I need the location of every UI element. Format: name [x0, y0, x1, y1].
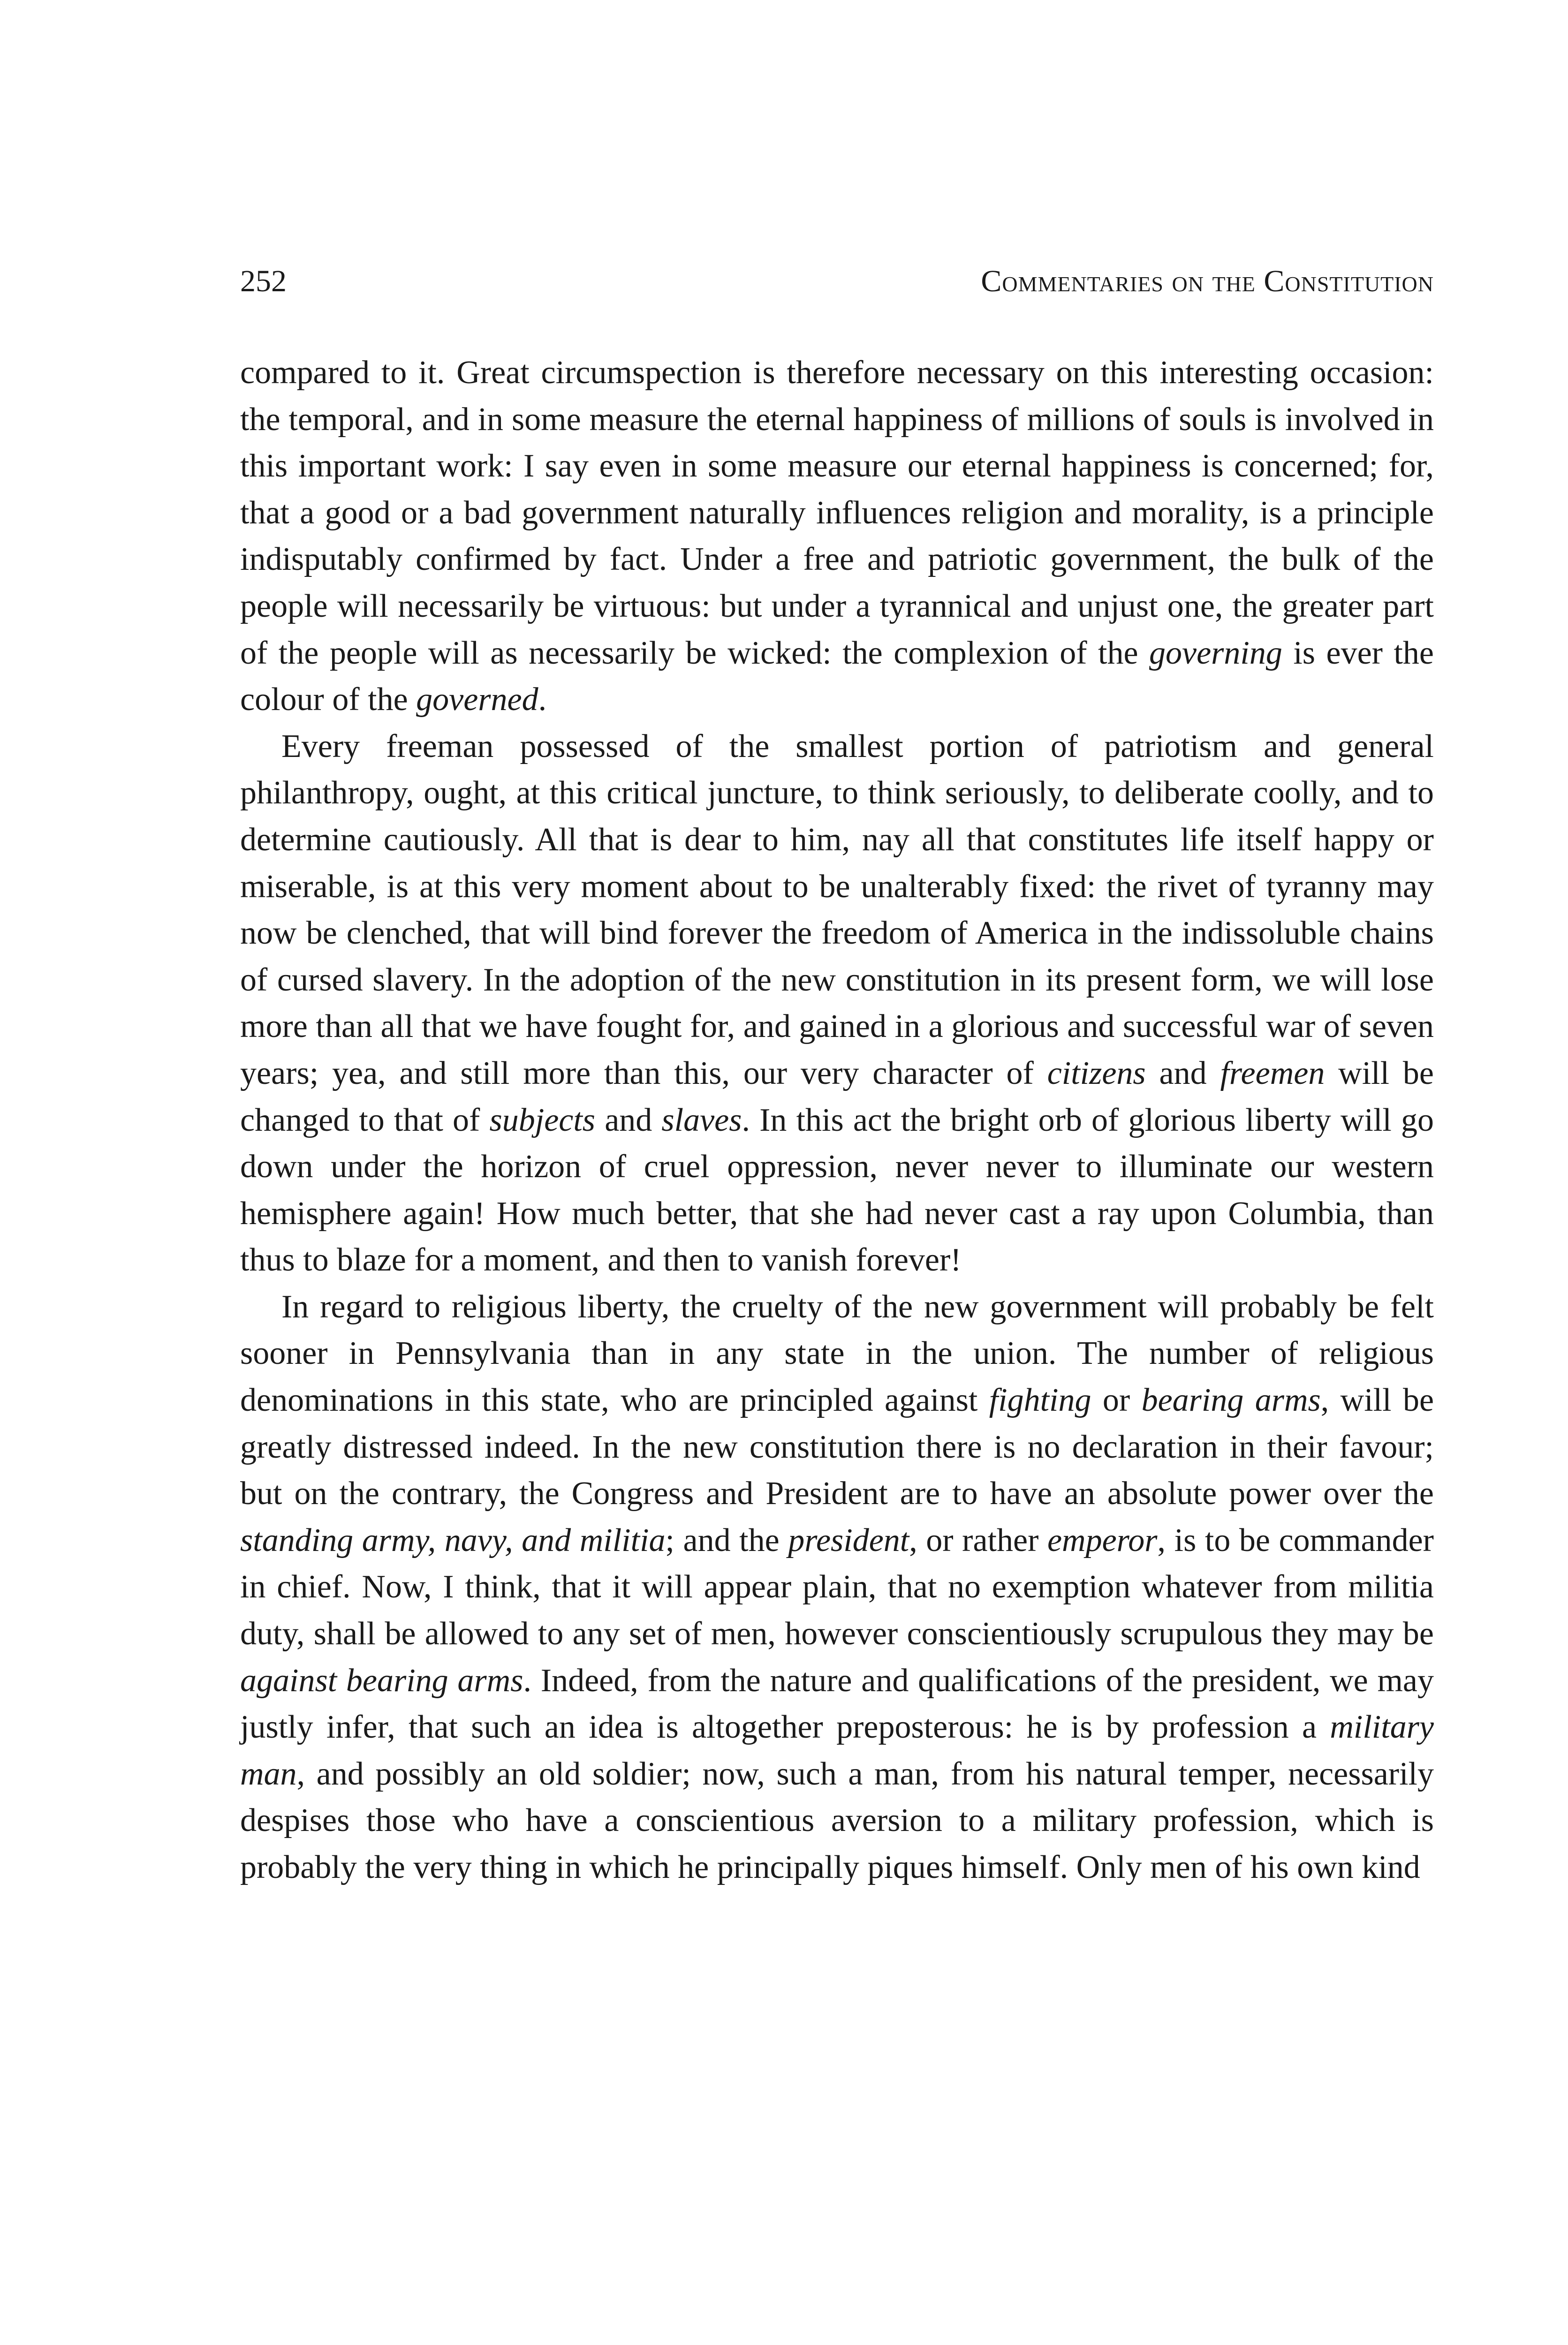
text-run: . [538, 681, 547, 718]
paragraph-3 [240, 1284, 1434, 1891]
text-run: In regard to religious liberty, the cruelty of the new government will probably be felt sooner in Pennsylvania than in any state in the union. The number of religious denominations in this state, who are principled against [240, 1288, 1434, 1419]
page-number: 252 [240, 264, 287, 298]
italic-text-run: fighting [989, 1382, 1091, 1419]
italic-text-run: military man [240, 1709, 1434, 1792]
italic-text-run: slaves [661, 1102, 742, 1138]
italic-text-run: citizens [1047, 1055, 1146, 1091]
text-run: , or rather [909, 1522, 1047, 1558]
text-run: and [1145, 1055, 1220, 1091]
italic-text-run: standing army, navy, and militia [240, 1522, 666, 1558]
text-run: is ever the colour of the [240, 635, 1434, 718]
italic-text-run: governed [416, 681, 538, 718]
text-run: . In this act the bright orb of glorious liberty will go down under the horizon of cruel oppression, never never to illuminate our western hemisphere again! How much better, that she had never cast a ray upon Columbia, than thus to blaze for a moment, and then to vanish forever! [240, 1102, 1434, 1278]
text-run: will be changed to that of [240, 1055, 1434, 1138]
text-run: , will be greatly distressed indeed. In the new constitution there is no declaration in their favour; but on the contrary, the Congress and President are to have an absolute power over the [240, 1382, 1434, 1512]
italic-text-run: freemen [1220, 1055, 1325, 1091]
paragraph-2 [240, 723, 1434, 1284]
italic-text-run: subjects [489, 1102, 596, 1138]
text-run: compared to it. Great circumspection is therefore necessary on this interesting occasion: the temporal, and in some measure the eternal happiness of millions of souls is involved in this important work: I say even in some measure our eternal happiness is concerned; for, that a good or a bad government naturally influences religion and morality, is a principle indisputably confirmed by fact. Under a free and patriotic government, the bulk of the people will necessarily be virtuous: but under a tyrannical and unjust one, the greater part of the people will as necessarily be wicked: the complexion of the [240, 355, 1434, 671]
paragraph-1 [240, 349, 1434, 723]
body-text [240, 349, 1434, 1891]
italic-text-run: governing [1149, 635, 1282, 671]
text-run: . Indeed, from the nature and qualifications of the president, we may justly infer, that such an idea is altogether preposterous: he is by profession a [240, 1662, 1434, 1746]
text-run: Every freeman possessed of the smallest portion of patriotism and general philanthropy, ought, at this critical juncture, to think seriously, to deliberate coolly, and to determine cautiously. All that is dear to him, nay all that constitutes life itself happy or miserable, is at this very moment about to be unalterably fixed: the rivet of tyranny may now be clenched, that will bind forever the freedom of America in the indissoluble chains of cursed slavery. In the adoption of the new constitution in its present form, we will lose more than all that we have fought for, and gained in a glorious and successful war of seven years; yea, and still more than this, our very character of [240, 728, 1434, 1091]
italic-text-run: against bearing arms [240, 1662, 523, 1699]
text-run: , is to be commander in chief. Now, I think, that it will appear plain, that no exemption whatever from militia duty, shall be allowed to any set of men, however conscientiously scrupulous they may be [240, 1522, 1434, 1652]
text-run: ; and the [665, 1522, 788, 1558]
italic-text-run: president [788, 1522, 909, 1558]
running-title: Commentaries on the Constitution [981, 264, 1434, 298]
text-run: or [1091, 1382, 1142, 1419]
italic-text-run: bearing arms [1141, 1382, 1321, 1419]
italic-text-run: emperor [1047, 1522, 1158, 1558]
running-head [240, 260, 1434, 303]
text-run: , and possibly an old soldier; now, such a man, from his natural temper, necessarily despises those who have a conscientious aversion to a military profession, which is probably the very thing in which he principally piques himself. Only men of his own kind [240, 1755, 1434, 1885]
text-run: and [595, 1102, 662, 1138]
